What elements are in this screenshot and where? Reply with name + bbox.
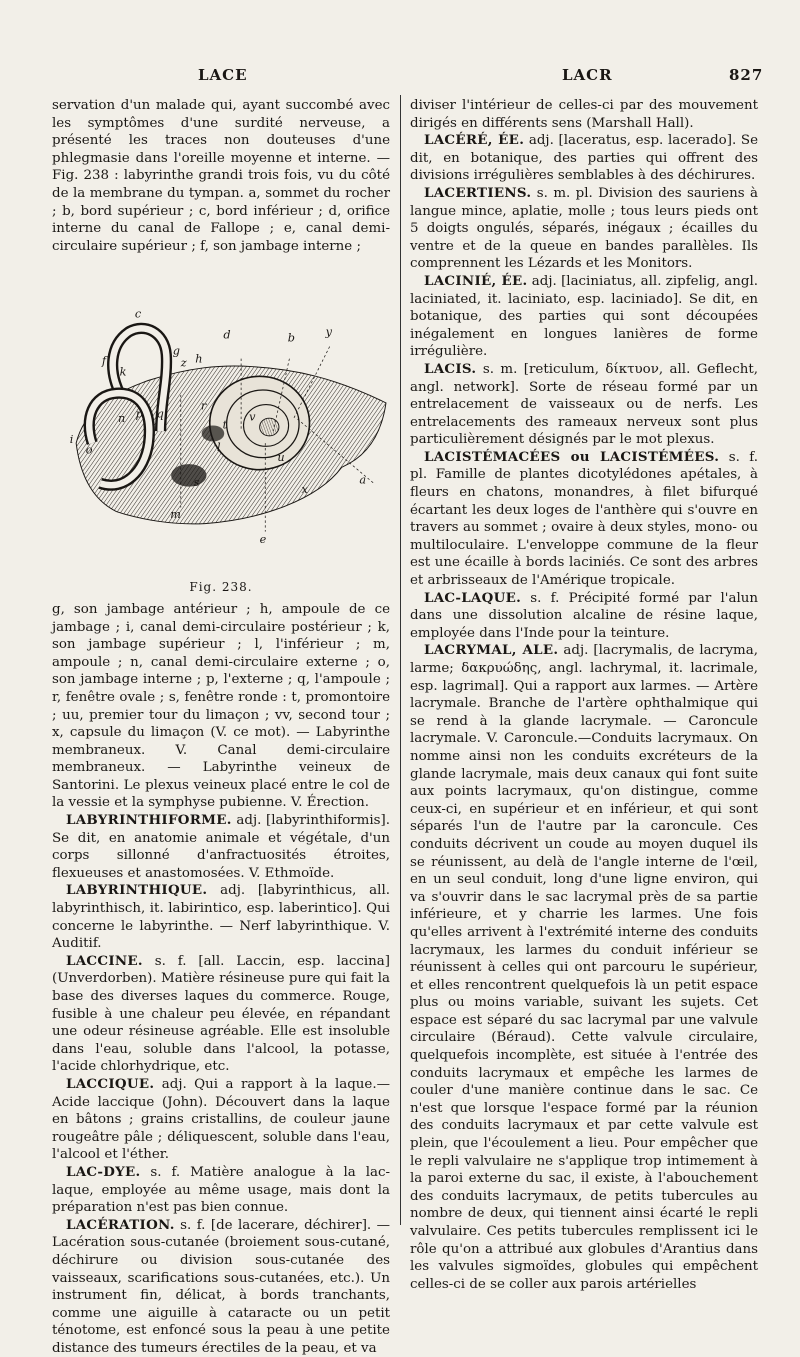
dictionary-entry [410, 449, 758, 590]
entry-body: adj. Qui a rapport à la laque.— Acide laccique (John). Découvert dans la laque en bâtons ; grains cristallins, de couleur jaune rougeâtre pâle ; déliquescent, soluble dans l'eau, l'alcool et l'éther. [52, 1076, 390, 1163]
figure-label: l [216, 441, 221, 455]
dictionary-entry [52, 1217, 390, 1357]
dictionary-entry [52, 953, 390, 1076]
entry-headword: LACINIÉ, ÉE. [424, 272, 528, 289]
dictionary-entry [410, 273, 758, 361]
entry-headword: LACCINE. [66, 952, 143, 969]
figure-label: b [287, 332, 295, 346]
figure-caption: Fig. 238. [189, 580, 253, 595]
paragraph: diviser l'intérieur de celles-ci par des mouvement dirigés en différents sens (Marshall Hall). [410, 98, 758, 131]
figure-label: p [135, 407, 143, 421]
figure-label: f [101, 354, 107, 368]
paragraph: g, son jambage antérieur ; h, ampoule de ce jambage ; i, canal demi-circulaire postérieur ; k, son jambage supérieur ; l, l'inférieur ; m, ampoule ; n, canal demi-circulaire externe ; o, son jambage interne ; p, l'externe ; q, l'ampoule ; r, fenêtre ovale ; s, fenêtre ronde : t, promontoire ; uu, premier tour du limaçon ; vv, second tour ; x, capsule du limaçon (V. ce mot). — Labyrinthe membraneux. V. Canal demi-circulaire membraneux. — Labyrinthe veineux de Santorini. Le plexus veineux placé entre le col de la vessie et la symphyse pubienne. V. Érection. [52, 601, 390, 811]
figure-label: m [170, 508, 181, 522]
entry-body: adj. [laceratus, esp. lacerado]. Se dit, en botanique, des parties qui offrent des divisions irrégulières semblables à des déchirures. [410, 133, 759, 184]
figure-label: v [249, 410, 256, 424]
entry-headword: LACÉRÉ, ÉE. [424, 132, 525, 149]
entry-body: adj. [lacrymalis, de lacryma, larme; δακρυώδης, angl. lachrymal, it. lacrimale, esp. lagrimal]. Qui a rapport aux larmes. — Artère lacrymale. Branche de l'artère ophthalmique qui se rend à la glande lacrymale. — Caroncule lacrymale. V. Caroncule.—Conduits lacrymaux. On nomme ainsi non les conduits excréteurs de la glande lacrymale, mais deux canaux qui font suite aux points lacrymaux, qu'on distingue, comme ceux-ci, en supérieur et en inférieur, et qui sont séparés l'un de l'autre par la caroncule. Ces conduits décrivent un coude au moyen duquel ils se réunissent, au delà de l'angle interne de l'œil, en un seul conduit, long d'une ligne environ, qui va s'ouvrir dans le sac lacrymal près de sa partie inférieure, et y charrie les larmes. Une fois qu'elles arrivent à l'extrémité interne des conduits lacrymaux, les larmes du conduit inférieur se réunissent à celles qui ont parcouru le supérieur, et elles rencontrent quelquefois là un petit espace plus ou moins variable, suivant les sujets. Cet espace est séparé du sac lacrymal par une valvule circulaire (Béraud). Cette valvule circulaire, quelquefois incomplète, est située à l'entrée des conduits lacrymaux et empêche les larmes de couler d'une manière continue dans le sac. Ce n'est que lorsque l'espace formé par la réunion des conduits lacrymaux et par cette valvule est plein, que l'écoulement a lieu. Pour empêcher que le repli valvulaire ne s'applique trop intimement à la paroi externe du sac, il existe, à l'abouchement des conduits lacrymaux, de petits tubercules au nombre de deux, qui tiennent ainsi écarté le repli valvulaire. Ces petits tubercules remplissent ici le rôle qu'on a attribué aux globules d'Arantius dans les valvules sigmoïdes, globules qui empêchent celles-ci de se coller aux parois artérielles [410, 643, 758, 1292]
figure-label: k [119, 365, 127, 379]
dictionary-entry [52, 1076, 390, 1164]
figure-label: h [195, 353, 203, 367]
entry-headword: LACÉRATION. [66, 1216, 175, 1233]
entry-headword: LABYRINTHIQUE. [66, 882, 208, 899]
dictionary-entry [52, 1164, 390, 1217]
entry-body: s. m. [reticulum, δίκτυον, all. Geflecht, angl. network]. Sorte de réseau formé par un entrelacement de vaisseaux ou de nerfs. Les entrelacements des rameaux nerveux sont plus particulièrement désignés par le mot plexus. [410, 361, 758, 448]
entry-body: s. f. Matière analogue à la lac-laque, employée au même usage, mais dont la préparation n'est pas bien connue. [52, 1164, 390, 1216]
dictionary-entry [410, 642, 758, 1293]
running-header [40, 66, 764, 88]
entry-headword: LAC-LAQUE. [424, 589, 522, 606]
figure-label: g [172, 344, 180, 358]
entry-body: adj. [labyrinthiformis]. Se dit, en anatomie animale et végétale, d'un corps sillonné d'anfractuosités étroites, flexueuses et anastomosées. V. Ethmoïde. [52, 813, 390, 881]
figure-labyrinth [52, 261, 390, 577]
dictionary-entry [410, 361, 758, 449]
figure-label: y [325, 325, 332, 339]
figure-label: a [359, 473, 367, 487]
page-number: 827 [729, 66, 764, 84]
paragraph: servation d'un malade qui, ayant succombé avec les symptômes d'une surdité nerveuse, a présenté les traces non douteuses d'une phlegmasie dans l'oreille moyenne et interne. — Fig. 238 : labyrinthe grandi trois fois, vu du côté de la membrane du tympan. a, sommet du rocher ; b, bord supérieur ; c, bord inférieur ; d, orifice interne du canal de Fallope ; e, canal demi-circulaire supérieur ; f, son jambage interne ; [52, 98, 390, 254]
figure-label: r [200, 399, 207, 413]
entry-headword: LACIS. [424, 360, 477, 377]
figure-label: x [301, 483, 308, 497]
entry-body: s. f. Précipité formé par l'alun dans une dissolution alcaline de résine laque, employée dans l'Inde pour la teinture. [410, 590, 758, 641]
figure-label: o [85, 443, 93, 457]
dictionary-entry [410, 185, 758, 273]
entry-headword: LACRYMAL, ALE. [424, 642, 559, 659]
left-column [52, 97, 390, 1357]
header-center-word: LACR [562, 66, 613, 84]
labyrinth-engraving [52, 261, 390, 577]
entry-headword: LACERTIENS. [424, 184, 532, 201]
dictionary-entry [52, 882, 390, 952]
figure-label: z [180, 357, 187, 371]
right-column [410, 97, 758, 1293]
entry-body: s. f. pl. Famille de plantes dicotylédones apétales, à fleurs en chatons, monandres, à filet bifurqué écartant les deux loges de l'anthère qui s'ouvre en travers au sommet ; ovaire à deux styles, mono- ou multiloculaire. L'enveloppe commune de la fleur est une écaille à bords laciniés. Ce sont des arbres et arbrisseaux de l'Amérique tropicale. [410, 449, 759, 589]
entry-body: s. m. pl. Division des sauriens à langue mince, aplatie, molle ; tous leurs pieds ont 5 doigts ongulés, séparés, inégaux ; écailles du ventre et de la queue en bandes parallèles. Ils comprennent les Lézards et les Monitors. [410, 185, 759, 272]
entry-headword: LACCIQUE. [66, 1075, 155, 1092]
header-left-word: LACE [198, 66, 248, 84]
figure-label: i [69, 433, 74, 447]
entry-body: s. f. [all. Laccin, esp. laccina] (Unverdorben). Matière résineuse pure qui fait la base des diverses laques du commerce. Rouge, fusible à une chaleur peu élevée, en répandant une odeur résineuse agréable. Elle est insoluble dans l'eau, soluble dans l'alcool, la potasse, l'acide chlorhydrique, etc. [52, 953, 390, 1075]
figure-label: c [134, 307, 142, 321]
entry-headword: LABYRINTHIFORME. [66, 812, 232, 829]
entry-headword: LAC-DYE. [66, 1163, 141, 1180]
figure-label: n [117, 412, 126, 426]
figure-label: t [222, 419, 228, 433]
dictionary-entry [410, 132, 758, 185]
figure-label: q [156, 407, 164, 421]
column-divider [400, 95, 401, 1225]
dictionary-entry [52, 812, 390, 882]
figure-label: d [223, 328, 231, 342]
figure-label: e [259, 533, 267, 547]
entry-body: adj. [labyrinthicus, all. labyrinthisch, it. labirintico, esp. laberintico]. Qui concerne le labyrinthe. — Nerf labyrinthique. V. Auditif. [52, 883, 390, 952]
figure-label: u [277, 451, 285, 465]
entry-body: s. f. [de lacerare, déchirer]. — Lacération sous-cutanée (broiement sous-cutané, déchirure ou division sous-cutanée des vaisseaux, scarifications sous-cutanées, etc.). Un instrument fin, délicat, à bords tranchants, comme une aiguille à cataracte ou un petit ténotome, est enfoncé sous la peau à une petite distance des tumeurs érectiles de la peau, et va [52, 1217, 390, 1356]
dictionary-entry [410, 590, 758, 643]
entry-body: adj. [laciniatus, all. zipfelig, angl. laciniated, it. laciniato, esp. laciniado]. Se dit, en botanique, des parties qui sont découpées inégalement en longues lanières de forme irrégulière. [410, 273, 758, 360]
figure-label: s [193, 476, 200, 490]
entry-headword: LACISTÉMACÉES ou LACISTÉMÉES. [424, 448, 720, 465]
